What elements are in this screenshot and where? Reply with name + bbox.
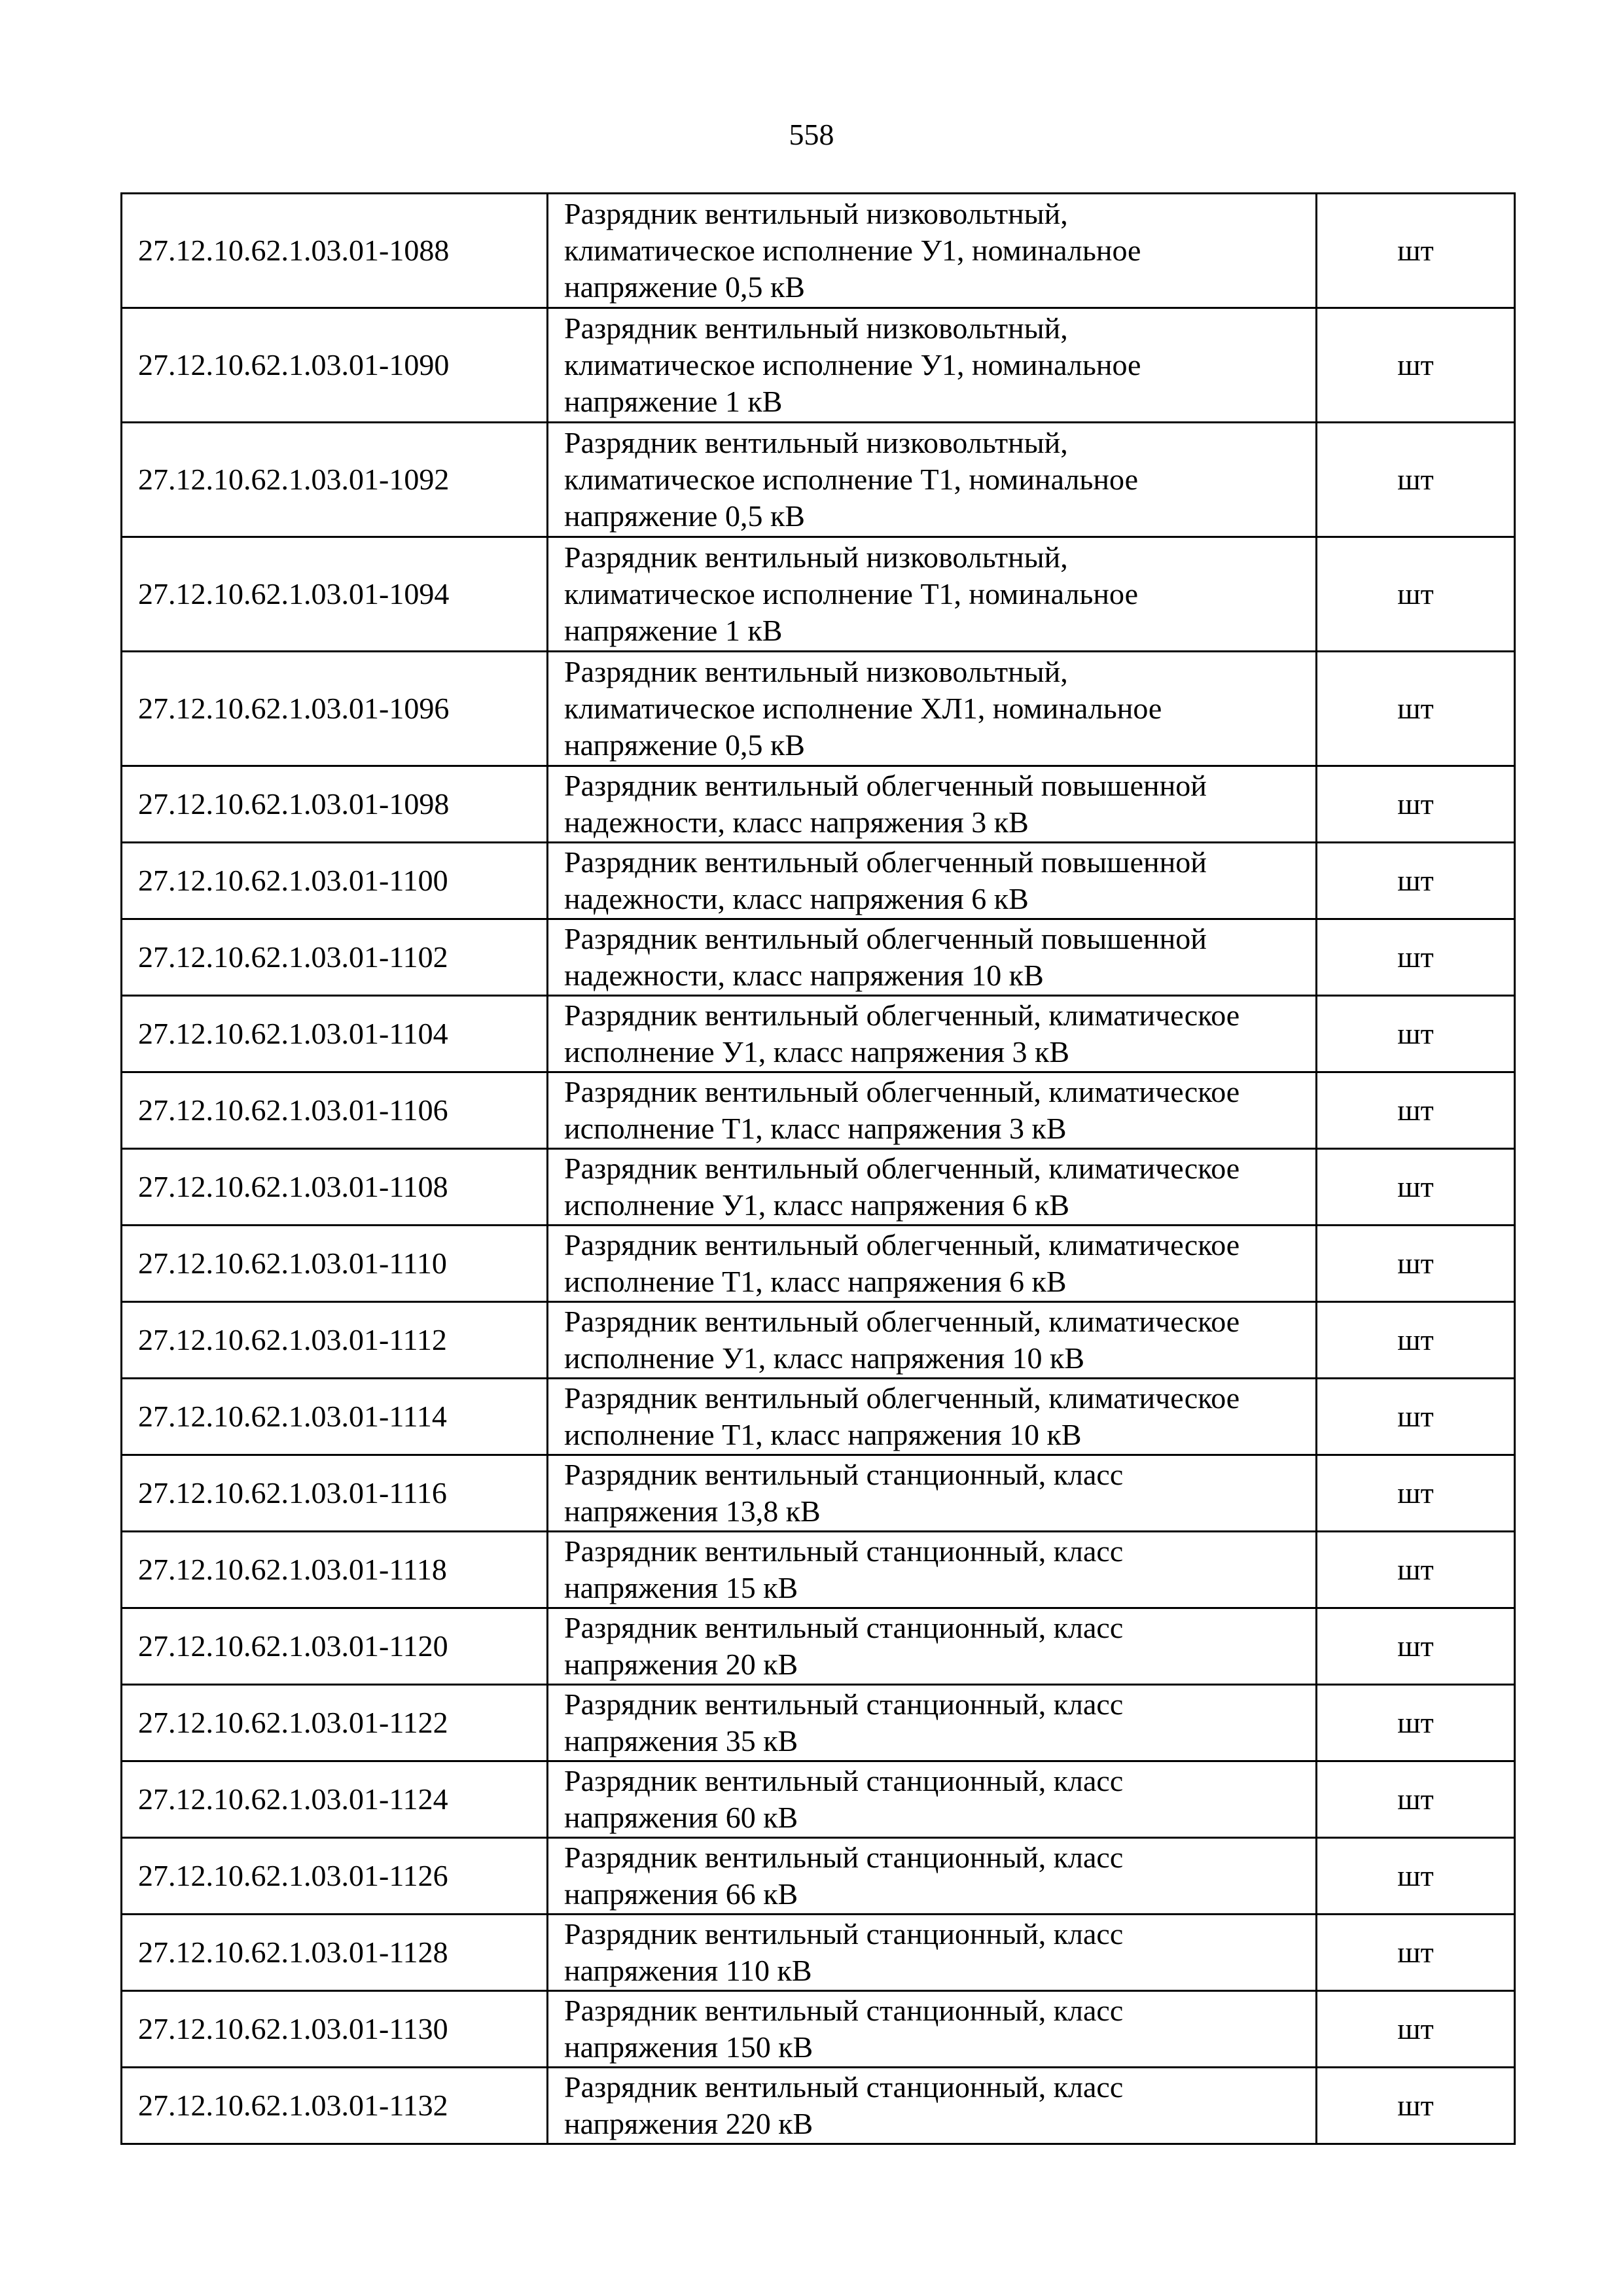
table-row bbox=[122, 1302, 1515, 1379]
table-row bbox=[122, 652, 1515, 766]
description-line: исполнение Т1, класс напряжения 6 кВ bbox=[564, 1265, 1067, 1298]
unit-cell: шт bbox=[1317, 1226, 1515, 1302]
table-row bbox=[122, 1379, 1515, 1455]
description-line: Разрядник вентильный станционный, класс bbox=[564, 1764, 1124, 1797]
description-line: Разрядник вентильный станционный, класс bbox=[564, 1994, 1124, 2027]
code-cell: 27.12.10.62.1.03.01-1110 bbox=[122, 1226, 548, 1302]
description-cell bbox=[548, 308, 1317, 423]
description-line: напряжения 66 кВ bbox=[564, 1877, 798, 1911]
description-line: Разрядник вентильный облегченный, климатическое bbox=[564, 1381, 1240, 1415]
code-cell: 27.12.10.62.1.03.01-1090 bbox=[122, 308, 548, 423]
description-cell bbox=[548, 1761, 1317, 1838]
description-line: напряжения 35 кВ bbox=[564, 1724, 798, 1757]
description-line: исполнение У1, класс напряжения 6 кВ bbox=[564, 1188, 1070, 1222]
unit-cell: шт bbox=[1317, 1455, 1515, 1532]
code-cell: 27.12.10.62.1.03.01-1100 bbox=[122, 843, 548, 919]
description-cell bbox=[548, 1915, 1317, 1991]
description-line: Разрядник вентильный станционный, класс bbox=[564, 2070, 1124, 2104]
table-row bbox=[122, 1149, 1515, 1226]
description-line: Разрядник вентильный облегченный, климатическое bbox=[564, 1075, 1240, 1108]
table-row bbox=[122, 919, 1515, 996]
description-line: Разрядник вентильный низковольтный, bbox=[564, 540, 1068, 574]
description-line: Разрядник вентильный станционный, класс bbox=[564, 1687, 1124, 1721]
code-cell: 27.12.10.62.1.03.01-1094 bbox=[122, 537, 548, 652]
unit-cell: шт bbox=[1317, 1991, 1515, 2068]
description-cell bbox=[548, 1149, 1317, 1226]
table-row bbox=[122, 1455, 1515, 1532]
code-cell: 27.12.10.62.1.03.01-1096 bbox=[122, 652, 548, 766]
description-line: климатическое исполнение Т1, номинальное bbox=[564, 463, 1138, 496]
code-cell: 27.12.10.62.1.03.01-1104 bbox=[122, 996, 548, 1072]
table-row bbox=[122, 2068, 1515, 2144]
table-row bbox=[122, 1685, 1515, 1761]
unit-cell: шт bbox=[1317, 308, 1515, 423]
description-line: Разрядник вентильный станционный, класс bbox=[564, 1611, 1124, 1644]
description-line: климатическое исполнение ХЛ1, номинальное bbox=[564, 692, 1162, 725]
description-line: напряжения 220 кВ bbox=[564, 2107, 813, 2140]
unit-cell: шт bbox=[1317, 1685, 1515, 1761]
unit-cell: шт bbox=[1317, 1838, 1515, 1915]
code-cell: 27.12.10.62.1.03.01-1122 bbox=[122, 1685, 548, 1761]
description-cell bbox=[548, 1991, 1317, 2068]
code-cell: 27.12.10.62.1.03.01-1114 bbox=[122, 1379, 548, 1455]
table-row bbox=[122, 1608, 1515, 1685]
description-line: надежности, класс напряжения 10 кВ bbox=[564, 959, 1044, 992]
description-cell bbox=[548, 1532, 1317, 1608]
description-line: Разрядник вентильный станционный, класс bbox=[564, 1841, 1124, 1874]
description-line: надежности, класс напряжения 3 кВ bbox=[564, 805, 1029, 839]
table-row bbox=[122, 1991, 1515, 2068]
code-cell: 27.12.10.62.1.03.01-1128 bbox=[122, 1915, 548, 1991]
description-line: напряжения 150 кВ bbox=[564, 2030, 813, 2064]
unit-cell: шт bbox=[1317, 537, 1515, 652]
description-line: напряжения 60 кВ bbox=[564, 1801, 798, 1834]
description-cell bbox=[548, 652, 1317, 766]
code-cell: 27.12.10.62.1.03.01-1106 bbox=[122, 1072, 548, 1149]
unit-cell: шт bbox=[1317, 652, 1515, 766]
description-cell bbox=[548, 2068, 1317, 2144]
description-cell bbox=[548, 423, 1317, 537]
unit-cell: шт bbox=[1317, 1915, 1515, 1991]
catalog-table bbox=[120, 192, 1516, 2145]
description-cell bbox=[548, 1608, 1317, 1685]
description-line: Разрядник вентильный облегченный, климатическое bbox=[564, 1152, 1240, 1185]
code-cell: 27.12.10.62.1.03.01-1116 bbox=[122, 1455, 548, 1532]
unit-cell: шт bbox=[1317, 2068, 1515, 2144]
description-cell bbox=[548, 194, 1317, 308]
description-cell bbox=[548, 766, 1317, 843]
description-line: Разрядник вентильный низковольтный, bbox=[564, 426, 1068, 459]
description-line: Разрядник вентильный станционный, класс bbox=[564, 1917, 1124, 1951]
unit-cell: шт bbox=[1317, 766, 1515, 843]
code-cell: 27.12.10.62.1.03.01-1102 bbox=[122, 919, 548, 996]
unit-cell: шт bbox=[1317, 996, 1515, 1072]
table-body bbox=[122, 194, 1515, 2144]
unit-cell: шт bbox=[1317, 1608, 1515, 1685]
unit-cell: шт bbox=[1317, 1532, 1515, 1608]
description-line: напряжение 0,5 кВ bbox=[564, 499, 805, 533]
description-line: Разрядник вентильный станционный, класс bbox=[564, 1458, 1124, 1491]
table-row bbox=[122, 1838, 1515, 1915]
code-cell: 27.12.10.62.1.03.01-1092 bbox=[122, 423, 548, 537]
description-line: исполнение Т1, класс напряжения 10 кВ bbox=[564, 1418, 1082, 1451]
page-number: 558 bbox=[789, 118, 834, 151]
code-cell: 27.12.10.62.1.03.01-1120 bbox=[122, 1608, 548, 1685]
description-line: напряжения 110 кВ bbox=[564, 1954, 812, 1987]
description-cell bbox=[548, 1838, 1317, 1915]
description-line: Разрядник вентильный облегченный повышенной bbox=[564, 769, 1207, 802]
table-row bbox=[122, 1226, 1515, 1302]
description-line: исполнение Т1, класс напряжения 3 кВ bbox=[564, 1112, 1067, 1145]
description-line: Разрядник вентильный низковольтный, bbox=[564, 311, 1068, 345]
description-line: напряжение 1 кВ bbox=[564, 614, 783, 647]
code-cell: 27.12.10.62.1.03.01-1098 bbox=[122, 766, 548, 843]
unit-cell: шт bbox=[1317, 423, 1515, 537]
description-cell bbox=[548, 1302, 1317, 1379]
table-row bbox=[122, 194, 1515, 308]
description-line: Разрядник вентильный станционный, класс bbox=[564, 1534, 1124, 1568]
description-line: напряжения 15 кВ bbox=[564, 1571, 798, 1604]
unit-cell: шт bbox=[1317, 843, 1515, 919]
description-line: климатическое исполнение У1, номинальное bbox=[564, 234, 1141, 267]
code-cell: 27.12.10.62.1.03.01-1124 bbox=[122, 1761, 548, 1838]
code-cell: 27.12.10.62.1.03.01-1118 bbox=[122, 1532, 548, 1608]
description-line: Разрядник вентильный облегченный повышенной bbox=[564, 922, 1207, 955]
description-line: исполнение У1, класс напряжения 3 кВ bbox=[564, 1035, 1070, 1069]
table-row bbox=[122, 1072, 1515, 1149]
unit-cell: шт bbox=[1317, 919, 1515, 996]
description-line: Разрядник вентильный облегченный повышенной bbox=[564, 845, 1207, 879]
table-row bbox=[122, 1532, 1515, 1608]
code-cell: 27.12.10.62.1.03.01-1108 bbox=[122, 1149, 548, 1226]
table-row bbox=[122, 766, 1515, 843]
description-line: надежности, класс напряжения 6 кВ bbox=[564, 882, 1029, 915]
table-row bbox=[122, 1915, 1515, 1991]
description-line: напряжения 20 кВ bbox=[564, 1648, 798, 1681]
unit-cell: шт bbox=[1317, 194, 1515, 308]
unit-cell: шт bbox=[1317, 1072, 1515, 1149]
description-line: напряжение 0,5 кВ bbox=[564, 728, 805, 762]
description-cell bbox=[548, 1455, 1317, 1532]
code-cell: 27.12.10.62.1.03.01-1112 bbox=[122, 1302, 548, 1379]
code-cell: 27.12.10.62.1.03.01-1088 bbox=[122, 194, 548, 308]
unit-cell: шт bbox=[1317, 1761, 1515, 1838]
description-cell bbox=[548, 843, 1317, 919]
description-cell bbox=[548, 1072, 1317, 1149]
code-cell: 27.12.10.62.1.03.01-1132 bbox=[122, 2068, 548, 2144]
description-line: климатическое исполнение У1, номинальное bbox=[564, 348, 1141, 381]
table-row bbox=[122, 537, 1515, 652]
description-cell bbox=[548, 996, 1317, 1072]
description-cell bbox=[548, 1379, 1317, 1455]
description-line: исполнение У1, класс напряжения 10 кВ bbox=[564, 1341, 1085, 1375]
description-line: климатическое исполнение Т1, номинальное bbox=[564, 577, 1138, 610]
unit-cell: шт bbox=[1317, 1302, 1515, 1379]
table-row bbox=[122, 843, 1515, 919]
description-line: Разрядник вентильный низковольтный, bbox=[564, 197, 1068, 230]
description-line: напряжение 0,5 кВ bbox=[564, 270, 805, 304]
description-line: Разрядник вентильный облегченный, климатическое bbox=[564, 1305, 1240, 1338]
description-cell bbox=[548, 1226, 1317, 1302]
table-row bbox=[122, 423, 1515, 537]
code-cell: 27.12.10.62.1.03.01-1126 bbox=[122, 1838, 548, 1915]
description-cell bbox=[548, 919, 1317, 996]
description-line: Разрядник вентильный низковольтный, bbox=[564, 655, 1068, 688]
description-cell bbox=[548, 1685, 1317, 1761]
description-line: напряжение 1 кВ bbox=[564, 385, 783, 418]
description-line: Разрядник вентильный облегченный, климатическое bbox=[564, 1228, 1240, 1262]
description-line: напряжения 13,8 кВ bbox=[564, 1494, 821, 1528]
table-row bbox=[122, 1761, 1515, 1838]
unit-cell: шт bbox=[1317, 1379, 1515, 1455]
description-line: Разрядник вентильный облегченный, климатическое bbox=[564, 998, 1240, 1032]
code-cell: 27.12.10.62.1.03.01-1130 bbox=[122, 1991, 548, 2068]
table-row bbox=[122, 996, 1515, 1072]
description-cell bbox=[548, 537, 1317, 652]
table-row bbox=[122, 308, 1515, 423]
unit-cell: шт bbox=[1317, 1149, 1515, 1226]
